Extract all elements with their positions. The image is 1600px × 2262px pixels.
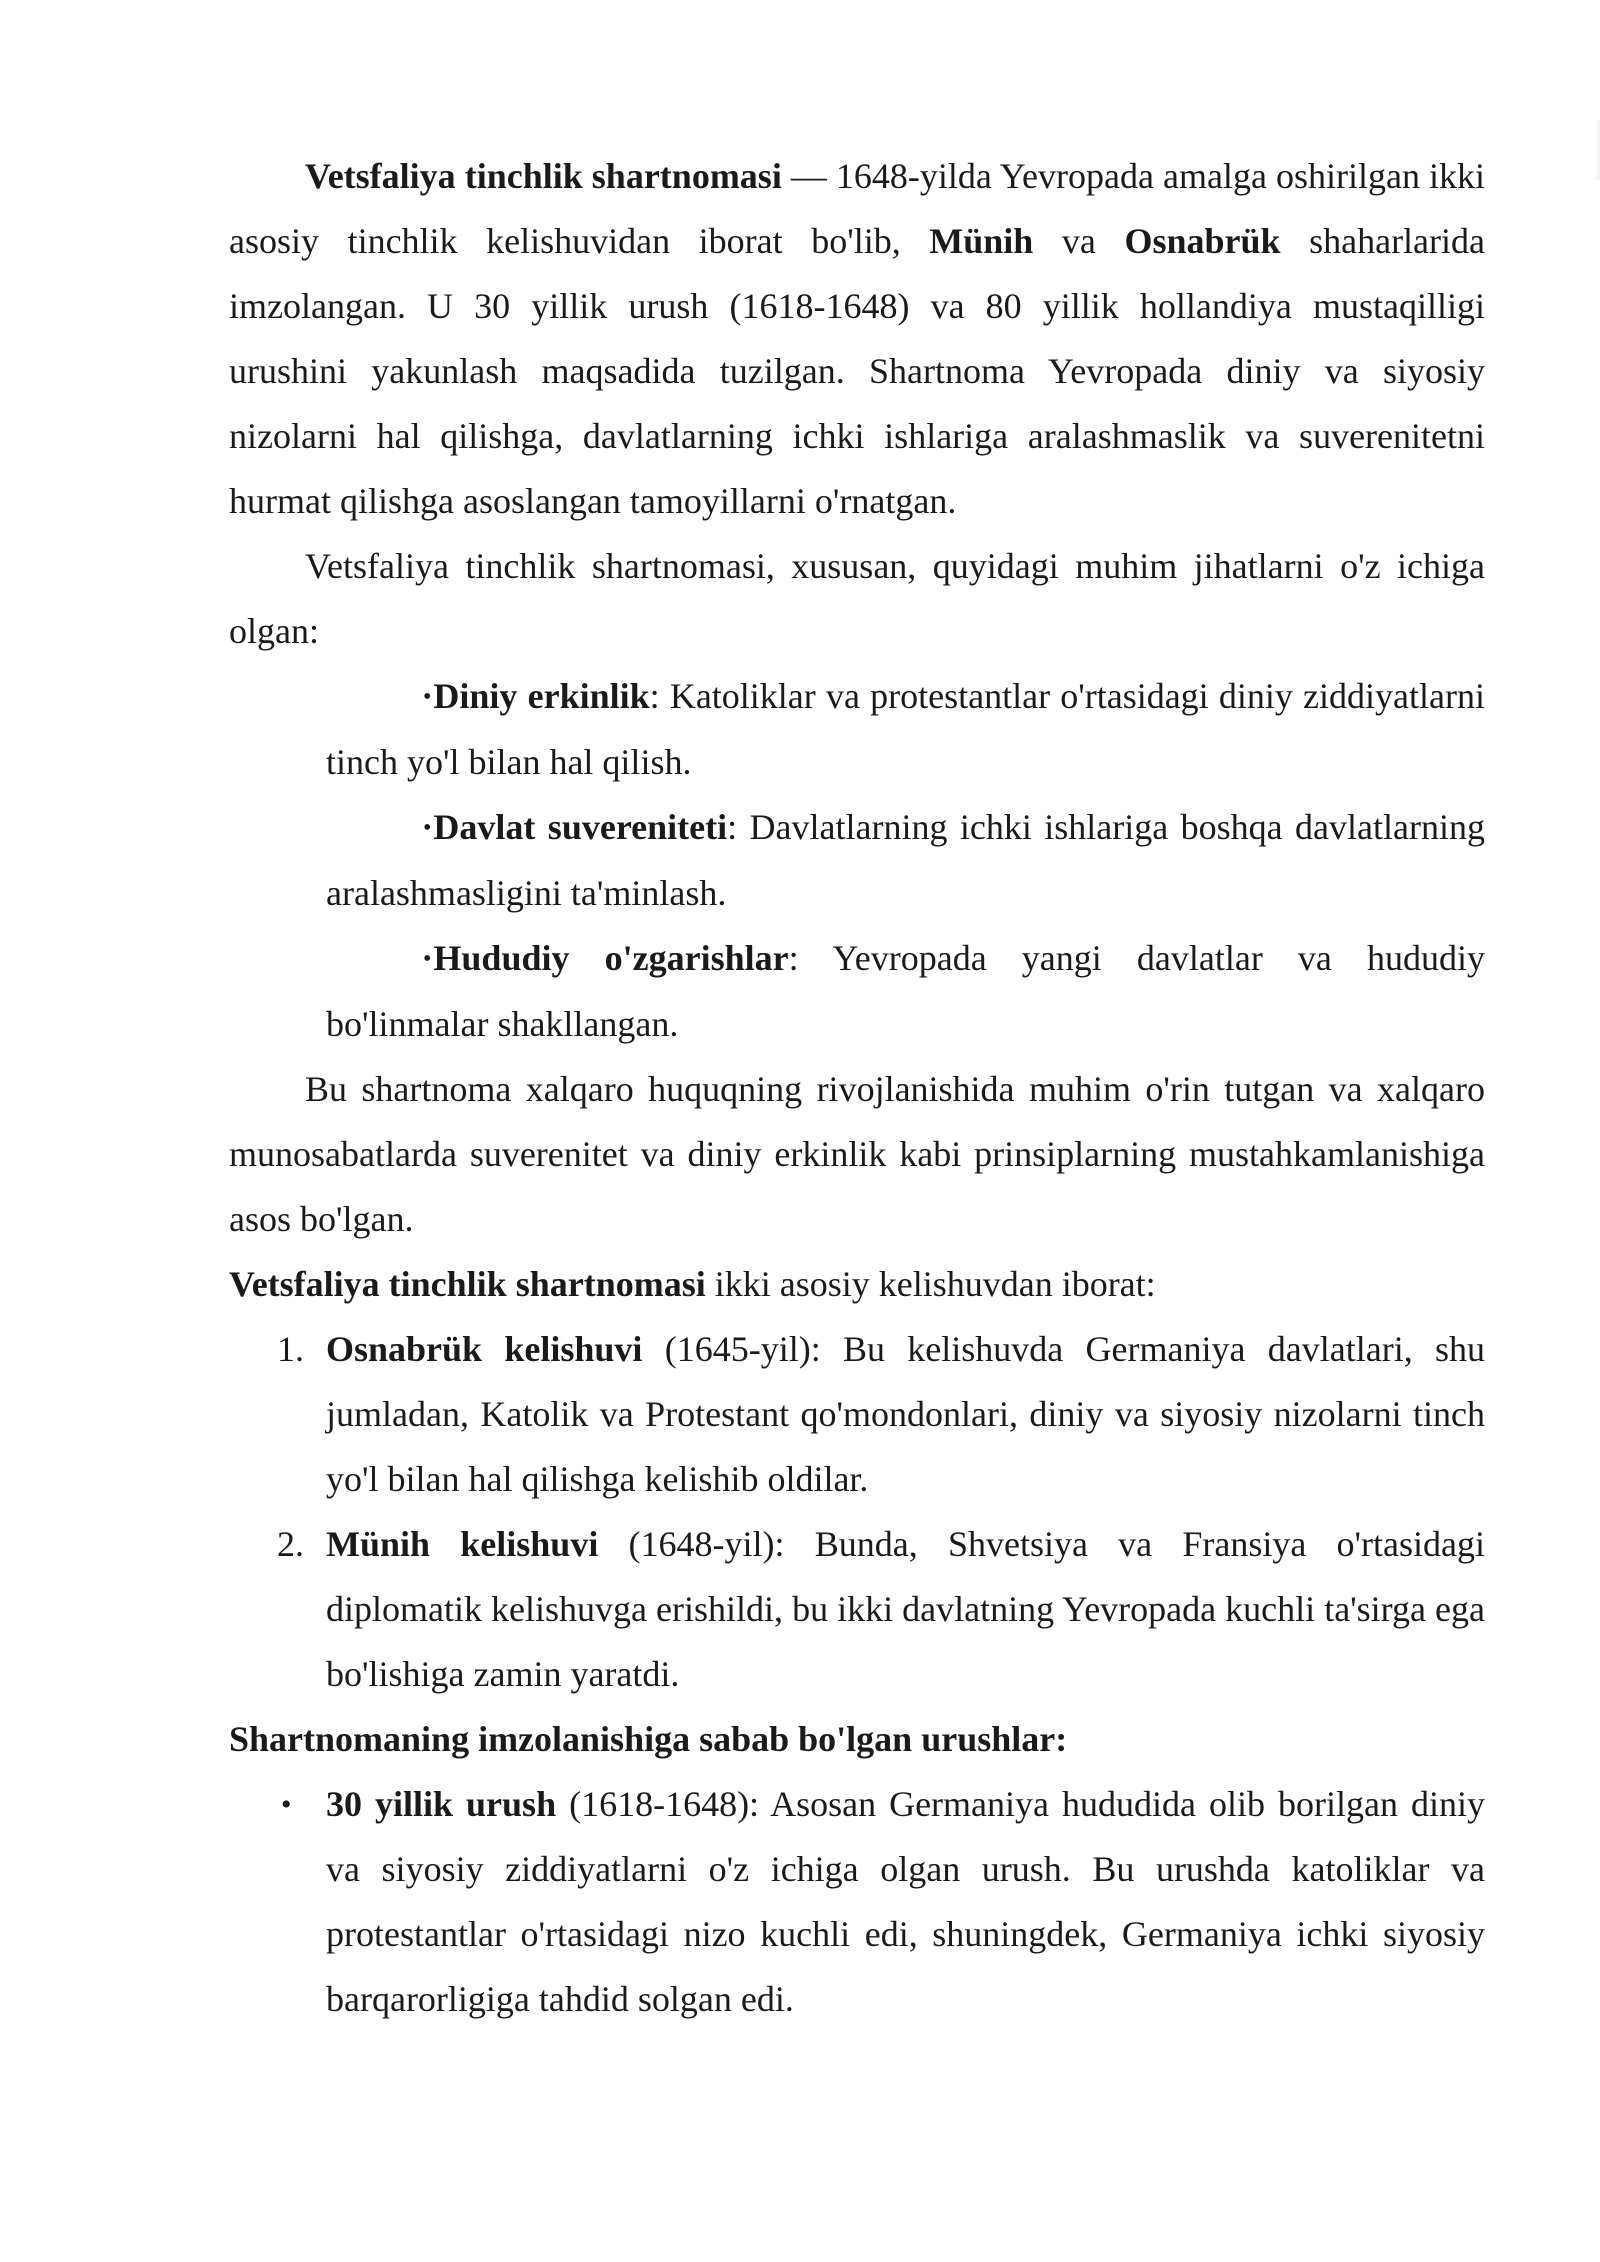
aspect-text: : Yevropada yangi davlatlar va hududiy bo'linmalar shakllangan. [326, 938, 1485, 1044]
agreement-term: Münih kelishuvi [326, 1524, 599, 1564]
document-page [229, 144, 1485, 2032]
aspect-text: : Davlatlarning ichki ishlariga boshqa davlatlarning aralashmasligini ta'minlash. [326, 807, 1485, 913]
aspect-term: Hududiy o'zgarishlar [433, 938, 789, 978]
aspect-text: : Katoliklar va protestantlar o'rtasidagi diniy ziddiyatlarni tinch yo'l bilan hal qilish. [326, 676, 1485, 782]
list-number: 2. [277, 1524, 304, 1564]
city-munih: Münih [929, 221, 1034, 261]
bullet-icon: • [423, 684, 432, 710]
aspect-term: Davlat suvereniteti [433, 807, 728, 847]
bullet-icon: • [281, 1788, 292, 1821]
intro-text-2: va [1033, 221, 1125, 261]
aspect-item [326, 795, 1485, 926]
aspects-intro: Vetsfaliya tinchlik shartnomasi, xususan, quyidagi muhim jihatlarni o'z ichiga olgan: [229, 546, 1485, 651]
bullet-icon: • [423, 946, 432, 972]
intro-paragraph [229, 144, 1485, 534]
agreement-term: Osnabrük kelishuvi [326, 1329, 643, 1369]
war-text: (1618-1648): Asosan Germaniya hududida olib borilgan diniy va siyosiy ziddiyatlarni o'z ichiga olgan urush. Bu urushda katoliklar va protestantlar o'rtasidagi nizo kuchli edi, shuningdek, Germaniya ichki siyosiy barqarorligiga tahdid solgan edi. [326, 1784, 1485, 2019]
intro-text-3: shaharlarida imzolangan. U 30 yillik urush (1618-1648) va 80 yillik hollandiya mustaqilligi urushini yakunlash maqsadida tuzilgan. Shartnoma Yevropada diniy va siyosiy nizolarni hal qilishga, davlatlarning ichki ishlariga aralashmaslik va suverenitetni hurmat qilishga asoslangan tamoyillarni o'rnatgan. [229, 221, 1486, 521]
aspect-item [326, 664, 1485, 795]
intro-title: Vetsfaliya tinchlik shartnomasi [305, 156, 782, 196]
city-osnabruk: Osnabrük [1124, 221, 1281, 261]
intro-text-1: — 1648-yilda Yevropada amalga oshirilgan ikki asosiy tinchlik kelishuvidan iborat bo'lib, [229, 156, 1485, 261]
wars-heading-text: Shartnomaning imzolanishiga sabab bo'lgan urushlar: [229, 1719, 1068, 1759]
war-term: 30 yillik urush [326, 1784, 557, 1824]
agreement-item [229, 1512, 1485, 1707]
wars-heading [229, 1707, 1485, 1772]
bullet-icon: • [423, 815, 432, 841]
aspect-term: Diniy erkinlik [433, 676, 650, 716]
significance-paragraph: Bu shartnoma xalqaro huquqning rivojlanishida muhim o'rin tutgan va xalqaro munosabatlarda suverenitet va diniy erkinlik kabi prinsiplarning mustahkamlanishiga asos bo'lgan. [229, 1069, 1485, 1239]
agreement-item [229, 1317, 1485, 1512]
list-number: 1. [277, 1329, 304, 1369]
agreement-text: (1645-yil): Bu kelishuvda Germaniya davlatlari, shu jumladan, Katolik va Protestant qo'mondonlari, diniy va siyosiy nizolarni tinch yo'l bilan hal qilishga kelishib oldilar. [326, 1329, 1485, 1499]
war-item [229, 1772, 1485, 2032]
agreement-text: (1648-yil): Bunda, Shvetsiya va Fransiya o'rtasidagi diplomatik kelishuvga erishildi, bu ikki davlatning Yevropada kuchli ta'sirga ega bo'lishiga zamin yaratdi. [326, 1524, 1485, 1694]
page-edge-shadow [1594, 120, 1600, 180]
aspect-item [326, 926, 1485, 1057]
agreements-heading-text: ikki asosiy kelishuvdan iborat: [705, 1264, 1156, 1304]
agreements-heading [229, 1252, 1485, 1317]
agreements-heading-bold: Vetsfaliya tinchlik shartnomasi [229, 1264, 706, 1304]
